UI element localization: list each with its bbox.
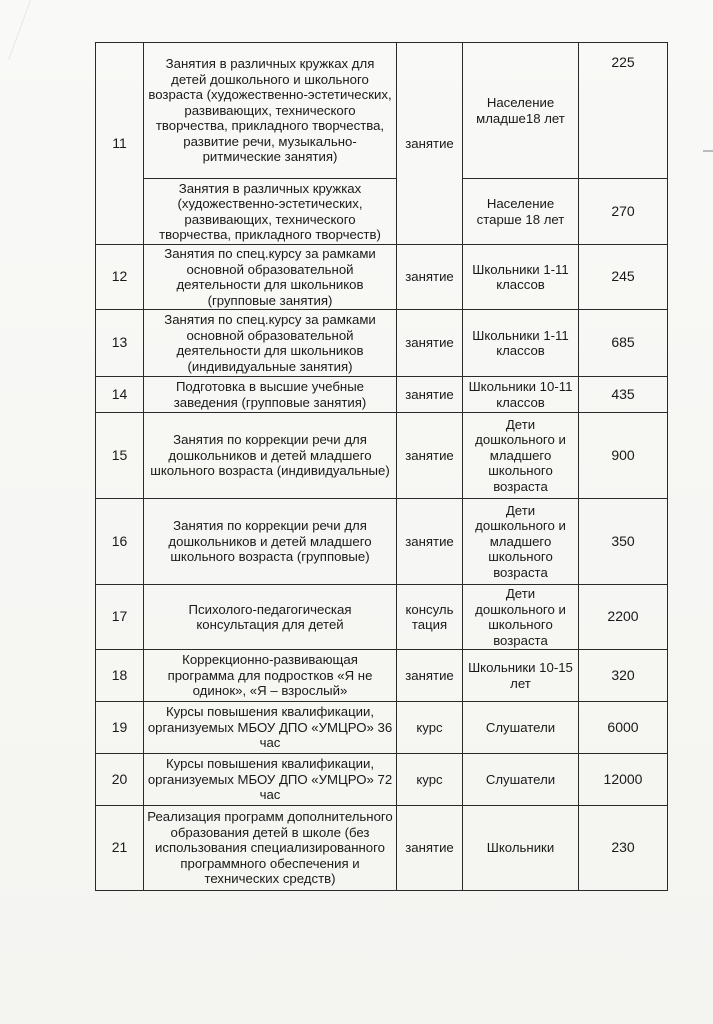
row-number: 20 (96, 754, 144, 806)
edge-mark (703, 150, 713, 152)
category-cell: Школьники (463, 806, 579, 891)
category-cell: Школьники 10-11 классов (463, 377, 579, 413)
price-cell: 6000 (579, 702, 668, 754)
table-row (96, 245, 668, 310)
category-cell: Дети дошкольного и младшего школьного возраста (463, 499, 579, 585)
service-name: Занятия по спец.курсу за рамками основной образовательной деятельности для школьников (индивидуальные занятия) (144, 310, 397, 377)
services-price-table (95, 42, 668, 891)
price-cell: 685 (579, 310, 668, 377)
row-number: 18 (96, 650, 144, 702)
unit-cell: занятие (397, 43, 463, 245)
service-name: Реализация программ дополнительного образования детей в школе (без использования специализированного программного обеспечения и технических средств) (144, 806, 397, 891)
category-cell: Школьники 1-11 классов (463, 310, 579, 377)
row-number: 19 (96, 702, 144, 754)
unit-cell: занятие (397, 245, 463, 310)
table-row (96, 585, 668, 650)
table-row (96, 179, 668, 245)
price-cell: 245 (579, 245, 668, 310)
unit-cell: занятие (397, 499, 463, 585)
category-cell: Школьники 1-11 классов (463, 245, 579, 310)
table-row (96, 702, 668, 754)
category-cell: Дети дошкольного и младшего школьного возраста (463, 413, 579, 499)
price-cell: 2200 (579, 585, 668, 650)
price-cell: 900 (579, 413, 668, 499)
price-cell: 350 (579, 499, 668, 585)
table-row (96, 310, 668, 377)
category-cell: Слушатели (463, 754, 579, 806)
category-cell: Слушатели (463, 702, 579, 754)
service-name: Занятия в различных кружках (художественно-эстетических, развивающих, технического творчества, прикладного творчеств) (144, 179, 397, 245)
unit-cell: курс (397, 754, 463, 806)
unit-cell: консуль тация (397, 585, 463, 650)
service-name: Занятия в различных кружках для детей дошкольного и школьного возраста (художественно-эстетических, развивающих, технического творчества, прикладного творчества, развитие речи, музыкально-ритмические занятия) (144, 43, 397, 179)
table-row (96, 650, 668, 702)
page-fold-mark (0, 0, 31, 60)
table-row (96, 377, 668, 413)
service-name: Курсы повышения квалификации, организуемых МБОУ ДПО «УМЦРО» 36 час (144, 702, 397, 754)
table-row (96, 499, 668, 585)
price-cell: 270 (579, 179, 668, 245)
service-name: Психолого-педагогическая консультация для детей (144, 585, 397, 650)
price-cell: 230 (579, 806, 668, 891)
row-number: 12 (96, 245, 144, 310)
category-cell: Дети дошкольного и школьного возраста (463, 585, 579, 650)
unit-cell: занятие (397, 310, 463, 377)
table-row (96, 413, 668, 499)
price-cell: 435 (579, 377, 668, 413)
price-cell: 320 (579, 650, 668, 702)
service-name: Подготовка в высшие учебные заведения (групповые занятия) (144, 377, 397, 413)
service-name: Курсы повышения квалификации, организуемых МБОУ ДПО «УМЦРО» 72 час (144, 754, 397, 806)
unit-cell: занятие (397, 377, 463, 413)
service-name: Занятия по спец.курсу за рамками основной образовательной деятельности для школьников (групповые занятия) (144, 245, 397, 310)
price-cell: 12000 (579, 754, 668, 806)
unit-cell: занятие (397, 806, 463, 891)
row-number: 15 (96, 413, 144, 499)
price-cell: 225 (579, 43, 668, 179)
row-number: 17 (96, 585, 144, 650)
unit-cell: занятие (397, 413, 463, 499)
unit-cell: занятие (397, 650, 463, 702)
service-name: Занятия по коррекции речи для дошкольников и детей младшего школьного возраста (индивидуальные) (144, 413, 397, 499)
category-cell: Население старше 18 лет (463, 179, 579, 245)
row-number: 21 (96, 806, 144, 891)
category-cell: Школьники 10-15 лет (463, 650, 579, 702)
row-number: 14 (96, 377, 144, 413)
table-row (96, 806, 668, 891)
unit-cell: курс (397, 702, 463, 754)
row-number: 16 (96, 499, 144, 585)
row-number: 13 (96, 310, 144, 377)
row-number: 11 (96, 43, 144, 245)
table-row (96, 43, 668, 179)
table-row (96, 754, 668, 806)
category-cell: Население младше18 лет (463, 43, 579, 179)
service-name: Коррекционно-развивающая программа для подростков «Я не одинок», «Я – взрослый» (144, 650, 397, 702)
service-name: Занятия по коррекции речи для дошкольников и детей младшего школьного возраста (групповые) (144, 499, 397, 585)
